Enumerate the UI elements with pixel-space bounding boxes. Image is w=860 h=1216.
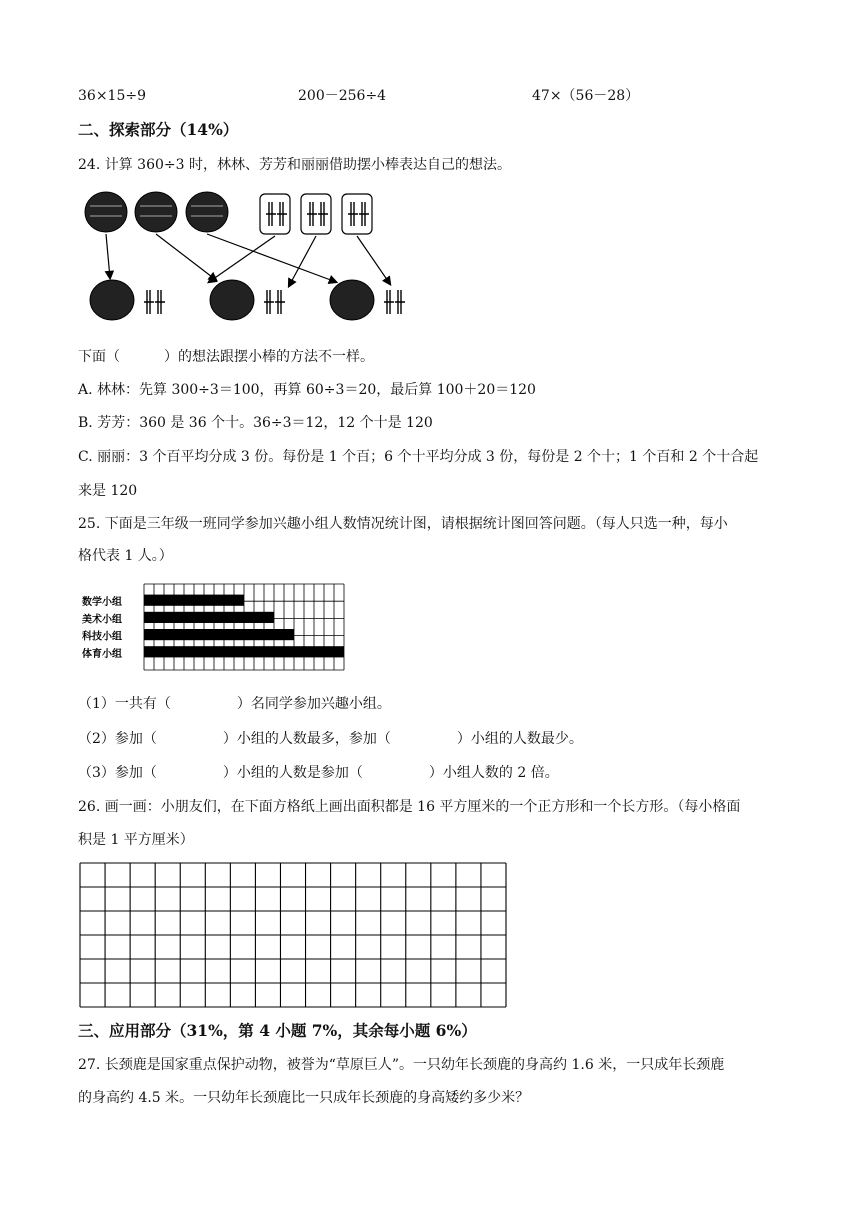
hundred-bundle-bottom-3 bbox=[330, 280, 374, 320]
q25-sub1-post: ）名同学参加兴趣小组。 bbox=[236, 696, 391, 712]
section3-title: 三、应用部分（31%，第 4 小题 7%，其余每小题 6%） bbox=[78, 1021, 477, 1040]
category-label: 数学小组 bbox=[82, 597, 122, 609]
bar bbox=[144, 612, 274, 623]
bar bbox=[144, 646, 344, 657]
q25-sub3-a: （3）参加（ bbox=[78, 765, 157, 781]
q26-stem-line2: 积是 1 平方厘米） bbox=[78, 832, 194, 848]
calc-item-3: 47×（56－28） bbox=[532, 88, 640, 104]
hundred-bundle-top-3 bbox=[186, 192, 228, 232]
q24-question bbox=[78, 347, 374, 367]
q25-stem-line2: 格代表 1 人。） bbox=[78, 548, 173, 564]
bar bbox=[144, 629, 294, 640]
q25-sub1 bbox=[78, 694, 391, 714]
category-label: 科技小组 bbox=[82, 631, 122, 643]
category-label: 体育小组 bbox=[82, 648, 122, 660]
q24-stem: 24. 计算 360÷3 时，林林、芳芳和丽丽借助摆小棒表达自己的想法。 bbox=[78, 157, 511, 173]
q25-sub3 bbox=[78, 763, 559, 783]
calc-item-1: 36×15÷9 bbox=[78, 88, 146, 104]
category-label: 美术小组 bbox=[82, 614, 122, 626]
stick-bundle-illustration bbox=[84, 190, 424, 330]
hundred-bundle-bottom-1 bbox=[90, 280, 134, 320]
q25-sub3-b: ）小组的人数是参加（ bbox=[222, 765, 363, 781]
q26-stem-line1: 26. 画一画：小朋友们，在下面方格纸上画出面积都是 16 平方厘米的一个正方形和一个长方形。（每小格面 bbox=[78, 799, 741, 815]
section2-title: 二、探索部分（14%） bbox=[78, 120, 239, 139]
hundred-bundle-top-2 bbox=[135, 192, 177, 232]
q24-question-pre: 下面（ bbox=[78, 349, 120, 365]
hundred-bundle-bottom-2 bbox=[210, 280, 254, 320]
q25-sub2-a: （2）参加（ bbox=[78, 731, 157, 747]
calc-item-2: 200－256÷4 bbox=[298, 88, 387, 104]
square-grid-paper[interactable] bbox=[79, 862, 507, 1008]
hundred-bundle-top-1 bbox=[85, 192, 127, 232]
q27-line1: 27. 长颈鹿是国家重点保护动物，被誉为“草原巨人”。一只幼年长颈鹿的身高约 1.6 米，一只成年长颈鹿 bbox=[78, 1057, 725, 1073]
q24-option-a: A. 林林：先算 300÷3＝100，再算 60÷3＝20，最后算 100＋20＝120 bbox=[78, 382, 536, 398]
q27-line2: 的身高约 4.5 米。一只幼年长颈鹿比一只成年长颈鹿的身高矮约多少米？ bbox=[78, 1090, 530, 1106]
q25-sub2 bbox=[78, 729, 583, 749]
q24-option-b: B. 芳芳：360 是 36 个十。36÷3＝12，12 个十是 120 bbox=[78, 415, 433, 431]
q25-sub2-b: ）小组的人数最多，参加（ bbox=[222, 731, 391, 747]
interest-group-bar-chart bbox=[78, 582, 270, 674]
q25-stem-line1: 25. 下面是三年级一班同学参加兴趣小组人数情况统计图，请根据统计图回答问题。（每人只选一种，每小 bbox=[78, 516, 728, 532]
q25-sub1-pre: （1）一共有（ bbox=[78, 696, 171, 712]
q25-sub2-c: ）小组的人数最少。 bbox=[456, 731, 583, 747]
q24-option-c-cont: 来是 120 bbox=[78, 483, 138, 499]
bar bbox=[144, 595, 244, 606]
q24-question-post: ）的想法跟摆小棒的方法不一样。 bbox=[164, 349, 374, 365]
q25-sub3-c: ）小组人数的 2 倍。 bbox=[428, 765, 559, 781]
q24-option-c: C. 丽丽：3 个百平均分成 3 份。每份是 1 个百；6 个十平均分成 3 份，每份是 2 个十；1 个百和 2 个十合起 bbox=[78, 449, 759, 465]
